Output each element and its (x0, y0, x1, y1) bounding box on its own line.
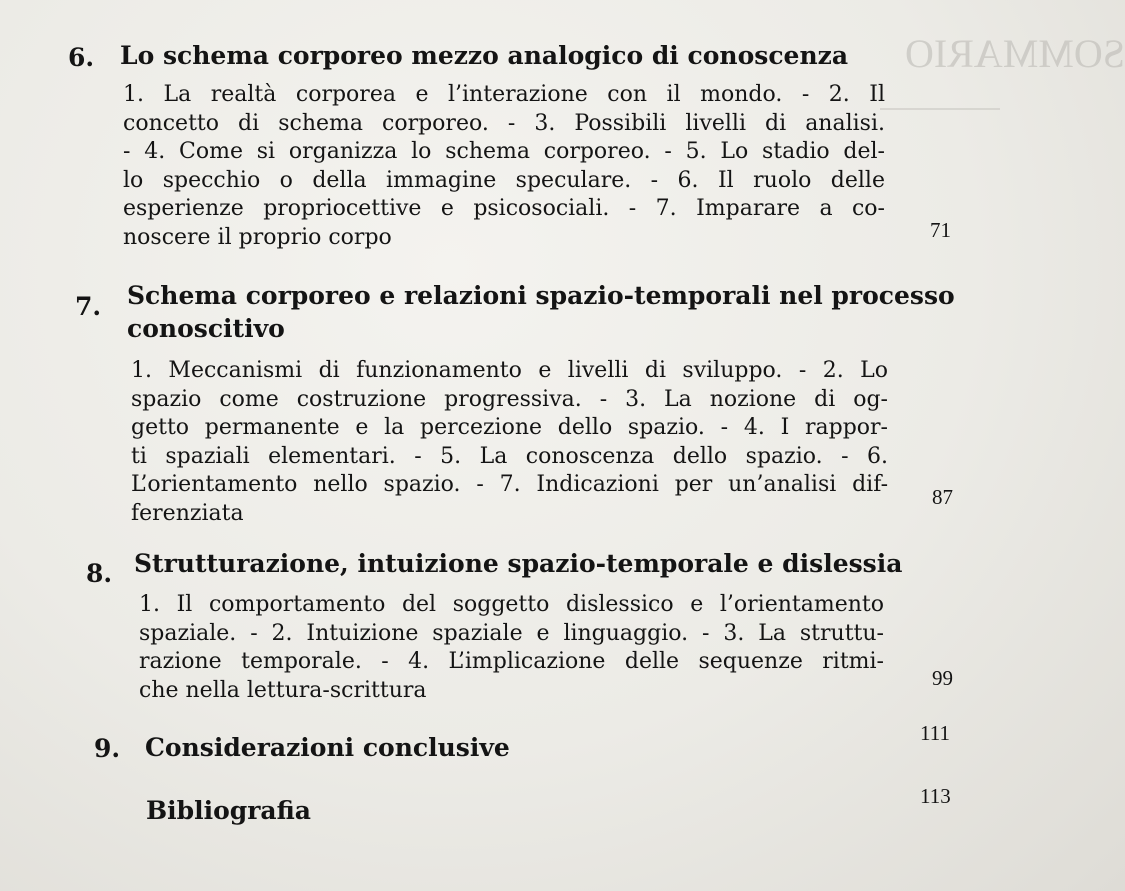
bleed-through-rule (880, 108, 1000, 110)
chapter-summary (131, 357, 888, 529)
chapter-title-line: Strutturazione, intuizione spazio-temporale e dislessia (134, 549, 903, 578)
summary-line: concetto di schema corporeo. - 3. Possibili livelli di analisi. (123, 110, 885, 136)
chapter-title-line: Considerazioni conclusive (145, 733, 510, 762)
summary-line: ti spaziali elementari. - 5. La conoscenza dello spazio. - 6. (131, 443, 888, 469)
summary-line: 1. Il comportamento del soggetto dislessico e l’orientamento (139, 592, 884, 617)
chapter-title-line: Lo schema corporeo mezzo analogico di conoscenza (120, 41, 849, 70)
page-number: 111 (920, 721, 950, 745)
chapter-title (146, 794, 311, 827)
summary-line: esperienze propriocettive e psicosociali. - 7. Imparare a co- (123, 196, 885, 222)
summary-line: razione temporale. - 4. L’implicazione delle sequenze ritmi- (139, 649, 884, 675)
summary-line: - 4. Come si organizza lo schema corporeo. - 5. Lo stadio del- (123, 139, 885, 165)
summary-line: L’orientamento nello spazio. - 7. Indicazioni per un’analisi dif- (131, 472, 888, 498)
chapter-number: 6. (68, 43, 95, 72)
page-number: 71 (930, 218, 951, 242)
chapter-title-line: conoscitivo (127, 314, 285, 343)
chapter-number: 7. (75, 292, 102, 321)
chapter-title-line: Bibliografia (146, 796, 312, 825)
summary-line: spazio come costruzione progressiva. - 3. La nozione di og- (131, 386, 888, 412)
chapter-number: 9. (94, 734, 121, 763)
summary-line: noscere il proprio corpo (123, 224, 392, 250)
summary-line: 1. La realtà corporea e l’interazione con il mondo. - 2. Il (123, 82, 885, 107)
chapter-summary (123, 81, 885, 253)
summary-line: lo specchio o della immagine speculare. - 6. Il ruolo delle (123, 167, 885, 193)
bleed-through-heading: SOMMARIO (905, 31, 1125, 76)
summary-line: getto permanente e la percezione dello spazio. - 4. I rappor- (131, 415, 888, 441)
page-number: 99 (932, 666, 953, 690)
page-number: 113 (920, 784, 951, 808)
chapter-title-line: Schema corporeo e relazioni spazio-temporali nel processo (127, 281, 955, 310)
chapter-number: 8. (86, 559, 113, 588)
chapter-title (127, 279, 955, 345)
page-number: 87 (932, 485, 953, 509)
chapter-title (120, 39, 848, 72)
summary-line: ferenziata (131, 500, 244, 526)
summary-line: spaziale. - 2. Intuizione spaziale e linguaggio. - 3. La struttu- (139, 620, 884, 646)
chapter-title (134, 547, 902, 580)
summary-line: che nella lettura-scrittura (139, 677, 427, 703)
summary-line: 1. Meccanismi di funzionamento e livelli di sviluppo. - 2. Lo (131, 358, 888, 383)
chapter-summary (139, 591, 884, 705)
chapter-title (145, 731, 510, 764)
